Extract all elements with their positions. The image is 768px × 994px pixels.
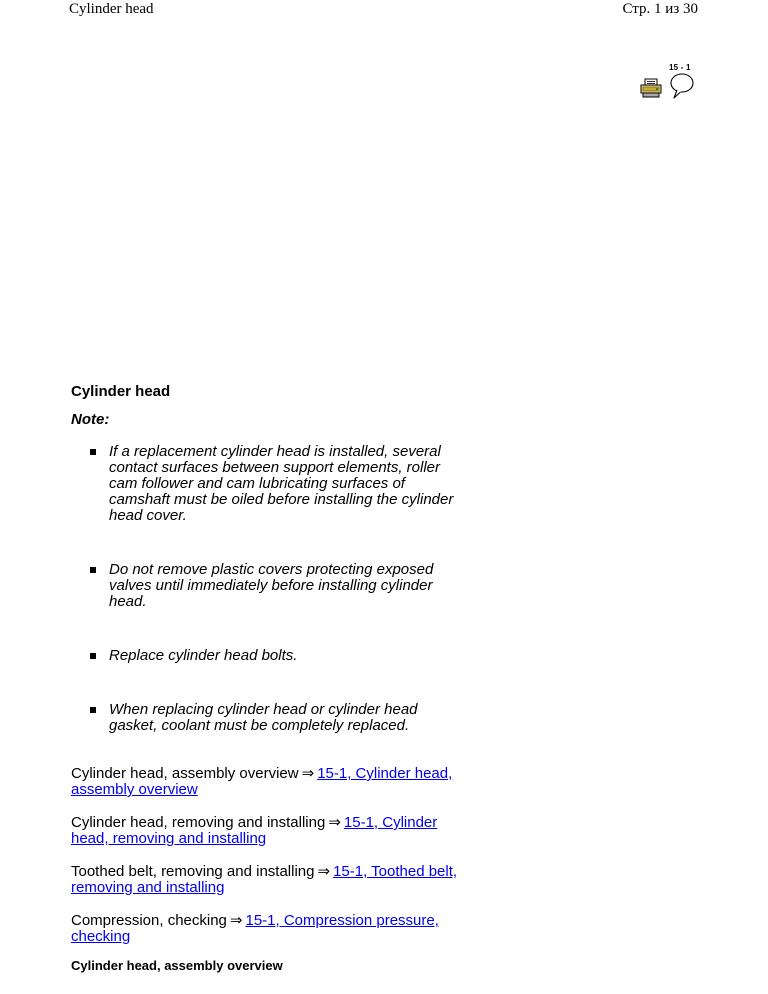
- note-item: [71, 444, 469, 524]
- square-bullet-icon: [90, 707, 96, 713]
- section-title: Cylinder head: [71, 383, 171, 400]
- reference-text: Toothed belt, removing and installing: [71, 863, 315, 880]
- speech-bubble-icon[interactable]: [667, 72, 695, 100]
- page-reference-label: 15 - 1: [669, 63, 691, 72]
- arrow-right-icon: ⇒: [301, 765, 315, 782]
- reference-link[interactable]: 15-1, Cylinder head, assembly overview: [71, 765, 453, 798]
- reference-text: Cylinder head, removing and installing: [71, 814, 326, 831]
- note-text: When replacing cylinder head or cylinder head gasket, coolant must be completely replaced.: [109, 701, 418, 734]
- reference-line: [71, 864, 471, 896]
- print-header-title: Cylinder head: [69, 1, 154, 17]
- note-item: [71, 702, 469, 734]
- note-label: Note:: [71, 411, 110, 428]
- subheading-assembly-overview: Cylinder head, assembly overview: [71, 958, 283, 973]
- note-text: Do not remove plastic covers protecting exposed valves until immediately before installing cylinder head.: [109, 561, 434, 610]
- note-item: [71, 648, 469, 664]
- reference-line: [71, 766, 471, 798]
- reference-line: [71, 815, 471, 847]
- arrow-right-icon: ⇒: [317, 863, 331, 880]
- square-bullet-icon: [90, 653, 96, 659]
- notes-list: [71, 444, 491, 734]
- square-bullet-icon: [90, 449, 96, 455]
- arrow-right-icon: ⇒: [229, 912, 243, 929]
- note-item: [71, 562, 469, 610]
- arrow-right-icon: ⇒: [328, 814, 341, 831]
- reference-link[interactable]: 15-1, Compression pressure, checking: [71, 912, 439, 945]
- reference-line: [71, 913, 471, 945]
- printer-icon[interactable]: [640, 78, 662, 98]
- document-content: [71, 383, 491, 974]
- reference-text: Cylinder head, assembly overview: [71, 765, 299, 782]
- print-header-page-count: Стр. 1 из 30: [622, 1, 698, 17]
- square-bullet-icon: [90, 567, 96, 573]
- reference-link[interactable]: 15-1, Cylinder head, removing and installing: [71, 814, 438, 847]
- note-text: Replace cylinder head bolts.: [109, 647, 298, 664]
- note-text: If a replacement cylinder head is installed, several contact surfaces between support elements, roller cam follower and cam lubricating surfaces of camshaft must be oiled before installing the cylinder head cover.: [109, 443, 454, 524]
- cross-references: [71, 766, 491, 945]
- reference-text: Compression, checking: [71, 912, 227, 929]
- reference-link[interactable]: 15-1, Toothed belt, removing and installing: [71, 863, 458, 896]
